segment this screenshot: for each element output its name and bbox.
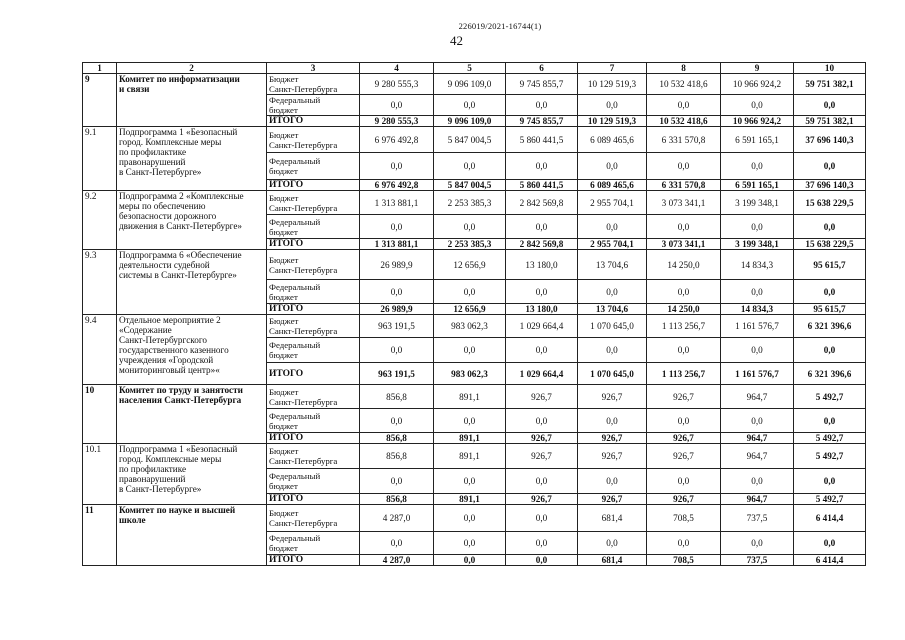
value-cell: 10 966 924,2 bbox=[721, 74, 794, 95]
header-cell: 2 bbox=[117, 63, 267, 74]
funding-source: Бюджет Санкт-Петербурга bbox=[267, 444, 360, 469]
value-cell: 9 096 109,0 bbox=[434, 116, 506, 127]
value-cell: 926,7 bbox=[506, 494, 578, 505]
value-cell: 0,0 bbox=[578, 153, 647, 180]
value-cell: 0,0 bbox=[506, 555, 578, 566]
table-row bbox=[83, 127, 866, 153]
value-cell: 3 199 348,1 bbox=[721, 191, 794, 215]
table-row bbox=[83, 444, 866, 469]
program-name: Подпрограмма 6 «Обеспечение деятельности судебной системы в Санкт-Петербурге» bbox=[117, 250, 267, 315]
value-cell: 681,4 bbox=[578, 505, 647, 532]
row-index: 11 bbox=[83, 505, 117, 566]
value-cell: 0,0 bbox=[506, 95, 578, 116]
total-value-cell: 37 696 140,3 bbox=[794, 180, 866, 191]
value-cell: 0,0 bbox=[721, 338, 794, 363]
value-cell: 0,0 bbox=[647, 215, 721, 239]
value-cell: 0,0 bbox=[721, 409, 794, 433]
value-cell: 0,0 bbox=[360, 532, 434, 555]
value-cell: 9 280 555,3 bbox=[360, 116, 434, 127]
funding-source: Бюджет Санкт-Петербурга bbox=[267, 315, 360, 338]
value-cell: 26 989,9 bbox=[360, 304, 434, 315]
value-cell: 13 704,6 bbox=[578, 250, 647, 280]
value-cell: 0,0 bbox=[721, 532, 794, 555]
funding-source: Бюджет Санкт-Петербурга bbox=[267, 385, 360, 409]
value-cell: 6 976 492,8 bbox=[360, 127, 434, 153]
value-cell: 1 029 664,4 bbox=[506, 363, 578, 385]
value-cell: 856,8 bbox=[360, 385, 434, 409]
value-cell: 0,0 bbox=[434, 505, 506, 532]
value-cell: 926,7 bbox=[647, 385, 721, 409]
value-cell: 5 847 004,5 bbox=[434, 127, 506, 153]
funding-source: Федеральный бюджет bbox=[267, 153, 360, 180]
value-cell: 12 656,9 bbox=[434, 304, 506, 315]
program-name: Подпрограмма 1 «Безопасный город. Комплексные меры по профилактике правонарушений в Санкт-Петербурге» bbox=[117, 444, 267, 505]
funding-source: Федеральный бюджет bbox=[267, 280, 360, 304]
total-value-cell: 95 615,7 bbox=[794, 250, 866, 280]
value-cell: 0,0 bbox=[506, 505, 578, 532]
value-cell: 891,1 bbox=[434, 444, 506, 469]
header-cell: 3 bbox=[267, 63, 360, 74]
value-cell: 983 062,3 bbox=[434, 363, 506, 385]
funding-source: Федеральный бюджет bbox=[267, 532, 360, 555]
funding-source: Федеральный бюджет bbox=[267, 95, 360, 116]
total-value-cell: 15 638 229,5 bbox=[794, 191, 866, 215]
value-cell: 1 161 576,7 bbox=[721, 363, 794, 385]
value-cell: 6 591 165,1 bbox=[721, 180, 794, 191]
value-cell: 13 704,6 bbox=[578, 304, 647, 315]
value-cell: 0,0 bbox=[434, 532, 506, 555]
total-value-cell: 5 492,7 bbox=[794, 433, 866, 444]
total-value-cell: 6 321 396,6 bbox=[794, 315, 866, 338]
value-cell: 0,0 bbox=[721, 95, 794, 116]
table-row bbox=[83, 315, 866, 338]
value-cell: 0,0 bbox=[721, 469, 794, 494]
value-cell: 0,0 bbox=[360, 338, 434, 363]
value-cell: 926,7 bbox=[506, 385, 578, 409]
value-cell: 0,0 bbox=[578, 95, 647, 116]
total-value-cell: 0,0 bbox=[794, 95, 866, 116]
value-cell: 926,7 bbox=[647, 433, 721, 444]
value-cell: 964,7 bbox=[721, 494, 794, 505]
value-cell: 708,5 bbox=[647, 505, 721, 532]
value-cell: 10 532 418,6 bbox=[647, 74, 721, 95]
value-cell: 9 280 555,3 bbox=[360, 74, 434, 95]
value-cell: 14 250,0 bbox=[647, 250, 721, 280]
funding-source: Бюджет Санкт-Петербурга bbox=[267, 74, 360, 95]
funding-source: Федеральный бюджет bbox=[267, 409, 360, 433]
value-cell: 926,7 bbox=[578, 494, 647, 505]
row-index: 9.3 bbox=[83, 250, 117, 315]
value-cell: 6 591 165,1 bbox=[721, 127, 794, 153]
budget-table bbox=[82, 62, 866, 566]
value-cell: 2 842 569,8 bbox=[506, 239, 578, 250]
total-value-cell: 59 751 382,1 bbox=[794, 74, 866, 95]
total-value-cell: 6 414,4 bbox=[794, 555, 866, 566]
value-cell: 856,8 bbox=[360, 444, 434, 469]
value-cell: 926,7 bbox=[506, 433, 578, 444]
table-row bbox=[83, 250, 866, 280]
value-cell: 0,0 bbox=[434, 409, 506, 433]
total-label: ИТОГО bbox=[267, 433, 360, 444]
header-cell: 10 bbox=[794, 63, 866, 74]
value-cell: 891,1 bbox=[434, 385, 506, 409]
funding-source: Федеральный бюджет bbox=[267, 215, 360, 239]
value-cell: 2 955 704,1 bbox=[578, 191, 647, 215]
value-cell: 926,7 bbox=[506, 444, 578, 469]
value-cell: 6 976 492,8 bbox=[360, 180, 434, 191]
total-value-cell: 95 615,7 bbox=[794, 304, 866, 315]
value-cell: 0,0 bbox=[647, 153, 721, 180]
value-cell: 2 955 704,1 bbox=[578, 239, 647, 250]
total-label: ИТОГО bbox=[267, 116, 360, 127]
value-cell: 0,0 bbox=[506, 469, 578, 494]
value-cell: 0,0 bbox=[360, 409, 434, 433]
value-cell: 13 180,0 bbox=[506, 304, 578, 315]
value-cell: 10 129 519,3 bbox=[578, 74, 647, 95]
total-label: ИТОГО bbox=[267, 180, 360, 191]
value-cell: 983 062,3 bbox=[434, 315, 506, 338]
value-cell: 10 129 519,3 bbox=[578, 116, 647, 127]
total-value-cell: 0,0 bbox=[794, 280, 866, 304]
value-cell: 14 834,3 bbox=[721, 250, 794, 280]
value-cell: 1 070 645,0 bbox=[578, 315, 647, 338]
row-index: 10.1 bbox=[83, 444, 117, 505]
value-cell: 6 331 570,8 bbox=[647, 180, 721, 191]
program-name: Подпрограмма 2 «Комплексные меры по обеспечению безопасности дорожного движения в Санкт-Петербурге» bbox=[117, 191, 267, 250]
funding-source: Бюджет Санкт-Петербурга bbox=[267, 505, 360, 532]
value-cell: 0,0 bbox=[434, 153, 506, 180]
value-cell: 9 096 109,0 bbox=[434, 74, 506, 95]
value-cell: 737,5 bbox=[721, 505, 794, 532]
value-cell: 0,0 bbox=[434, 555, 506, 566]
value-cell: 1 313 881,1 bbox=[360, 191, 434, 215]
total-value-cell: 6 414,4 bbox=[794, 505, 866, 532]
value-cell: 0,0 bbox=[506, 215, 578, 239]
value-cell: 2 253 385,3 bbox=[434, 191, 506, 215]
value-cell: 926,7 bbox=[578, 444, 647, 469]
value-cell: 0,0 bbox=[647, 469, 721, 494]
value-cell: 963 191,5 bbox=[360, 363, 434, 385]
page-number: 42 bbox=[450, 33, 463, 48]
value-cell: 0,0 bbox=[647, 280, 721, 304]
value-cell: 926,7 bbox=[578, 385, 647, 409]
header-cell: 7 bbox=[578, 63, 647, 74]
total-label: ИТОГО bbox=[267, 304, 360, 315]
value-cell: 0,0 bbox=[360, 469, 434, 494]
row-index: 9.4 bbox=[83, 315, 117, 385]
value-cell: 0,0 bbox=[647, 95, 721, 116]
value-cell: 26 989,9 bbox=[360, 250, 434, 280]
value-cell: 5 860 441,5 bbox=[506, 127, 578, 153]
table-row bbox=[83, 385, 866, 409]
value-cell: 1 161 576,7 bbox=[721, 315, 794, 338]
value-cell: 4 287,0 bbox=[360, 505, 434, 532]
header-cell: 4 bbox=[360, 63, 434, 74]
row-index: 9.2 bbox=[83, 191, 117, 250]
total-value-cell: 0,0 bbox=[794, 409, 866, 433]
value-cell: 4 287,0 bbox=[360, 555, 434, 566]
program-name: Комитет по информатизации и связи bbox=[117, 74, 267, 127]
total-label: ИТОГО bbox=[267, 239, 360, 250]
value-cell: 0,0 bbox=[506, 409, 578, 433]
value-cell: 891,1 bbox=[434, 494, 506, 505]
value-cell: 5 860 441,5 bbox=[506, 180, 578, 191]
value-cell: 963 191,5 bbox=[360, 315, 434, 338]
total-label: ИТОГО bbox=[267, 363, 360, 385]
value-cell: 1 070 645,0 bbox=[578, 363, 647, 385]
total-label: ИТОГО bbox=[267, 555, 360, 566]
value-cell: 0,0 bbox=[506, 280, 578, 304]
total-value-cell: 0,0 bbox=[794, 469, 866, 494]
value-cell: 0,0 bbox=[647, 532, 721, 555]
table-row bbox=[83, 74, 866, 95]
value-cell: 3 073 341,1 bbox=[647, 191, 721, 215]
value-cell: 9 745 855,7 bbox=[506, 74, 578, 95]
funding-source: Федеральный бюджет bbox=[267, 338, 360, 363]
value-cell: 737,5 bbox=[721, 555, 794, 566]
value-cell: 10 966 924,2 bbox=[721, 116, 794, 127]
table-row bbox=[83, 191, 866, 215]
document-number: 226019/2021-16744(1) bbox=[458, 21, 542, 31]
value-cell: 891,1 bbox=[434, 433, 506, 444]
value-cell: 0,0 bbox=[578, 469, 647, 494]
total-value-cell: 0,0 bbox=[794, 338, 866, 363]
value-cell: 681,4 bbox=[578, 555, 647, 566]
row-index: 9.1 bbox=[83, 127, 117, 191]
value-cell: 13 180,0 bbox=[506, 250, 578, 280]
value-cell: 964,7 bbox=[721, 433, 794, 444]
value-cell: 0,0 bbox=[434, 338, 506, 363]
header-cell: 5 bbox=[434, 63, 506, 74]
value-cell: 1 113 256,7 bbox=[647, 363, 721, 385]
header-row bbox=[83, 63, 866, 74]
value-cell: 0,0 bbox=[360, 95, 434, 116]
value-cell: 0,0 bbox=[578, 338, 647, 363]
value-cell: 926,7 bbox=[647, 494, 721, 505]
total-value-cell: 0,0 bbox=[794, 532, 866, 555]
value-cell: 0,0 bbox=[578, 280, 647, 304]
value-cell: 0,0 bbox=[360, 280, 434, 304]
value-cell: 926,7 bbox=[578, 433, 647, 444]
value-cell: 0,0 bbox=[578, 409, 647, 433]
header-cell: 8 bbox=[647, 63, 721, 74]
value-cell: 964,7 bbox=[721, 385, 794, 409]
total-value-cell: 0,0 bbox=[794, 215, 866, 239]
value-cell: 1 029 664,4 bbox=[506, 315, 578, 338]
value-cell: 6 331 570,8 bbox=[647, 127, 721, 153]
value-cell: 2 253 385,3 bbox=[434, 239, 506, 250]
value-cell: 0,0 bbox=[434, 95, 506, 116]
value-cell: 0,0 bbox=[721, 215, 794, 239]
funding-source: Бюджет Санкт-Петербурга bbox=[267, 191, 360, 215]
value-cell: 6 089 465,6 bbox=[578, 180, 647, 191]
value-cell: 0,0 bbox=[721, 280, 794, 304]
value-cell: 3 199 348,1 bbox=[721, 239, 794, 250]
total-label: ИТОГО bbox=[267, 494, 360, 505]
value-cell: 0,0 bbox=[721, 153, 794, 180]
program-name: Комитет по науке и высшей школе bbox=[117, 505, 267, 566]
value-cell: 6 089 465,6 bbox=[578, 127, 647, 153]
value-cell: 0,0 bbox=[434, 215, 506, 239]
funding-source: Бюджет Санкт-Петербурга bbox=[267, 250, 360, 280]
program-name: Подпрограмма 1 «Безопасный город. Комплексные меры по профилактике правонарушений в Санкт-Петербурге» bbox=[117, 127, 267, 191]
budget-table-body bbox=[83, 63, 866, 566]
value-cell: 12 656,9 bbox=[434, 250, 506, 280]
value-cell: 0,0 bbox=[360, 215, 434, 239]
table-row bbox=[83, 505, 866, 532]
header-cell: 9 bbox=[721, 63, 794, 74]
total-value-cell: 6 321 396,6 bbox=[794, 363, 866, 385]
header-cell: 6 bbox=[506, 63, 578, 74]
value-cell: 3 073 341,1 bbox=[647, 239, 721, 250]
value-cell: 2 842 569,8 bbox=[506, 191, 578, 215]
value-cell: 856,8 bbox=[360, 494, 434, 505]
row-index: 9 bbox=[83, 74, 117, 127]
total-value-cell: 5 492,7 bbox=[794, 385, 866, 409]
value-cell: 5 847 004,5 bbox=[434, 180, 506, 191]
row-index: 10 bbox=[83, 385, 117, 444]
value-cell: 926,7 bbox=[647, 444, 721, 469]
value-cell: 10 532 418,6 bbox=[647, 116, 721, 127]
value-cell: 964,7 bbox=[721, 444, 794, 469]
total-value-cell: 37 696 140,3 bbox=[794, 127, 866, 153]
funding-source: Федеральный бюджет bbox=[267, 469, 360, 494]
value-cell: 9 745 855,7 bbox=[506, 116, 578, 127]
value-cell: 0,0 bbox=[434, 469, 506, 494]
value-cell: 0,0 bbox=[506, 532, 578, 555]
value-cell: 0,0 bbox=[506, 338, 578, 363]
total-value-cell: 5 492,7 bbox=[794, 444, 866, 469]
funding-source: Бюджет Санкт-Петербурга bbox=[267, 127, 360, 153]
value-cell: 708,5 bbox=[647, 555, 721, 566]
value-cell: 1 313 881,1 bbox=[360, 239, 434, 250]
value-cell: 0,0 bbox=[578, 215, 647, 239]
value-cell: 14 834,3 bbox=[721, 304, 794, 315]
value-cell: 1 113 256,7 bbox=[647, 315, 721, 338]
header-cell: 1 bbox=[83, 63, 117, 74]
value-cell: 0,0 bbox=[434, 280, 506, 304]
total-value-cell: 5 492,7 bbox=[794, 494, 866, 505]
program-name: Комитет по труду и занятости населения Санкт-Петербурга bbox=[117, 385, 267, 444]
value-cell: 0,0 bbox=[360, 153, 434, 180]
value-cell: 14 250,0 bbox=[647, 304, 721, 315]
total-value-cell: 15 638 229,5 bbox=[794, 239, 866, 250]
total-value-cell: 59 751 382,1 bbox=[794, 116, 866, 127]
value-cell: 0,0 bbox=[647, 338, 721, 363]
value-cell: 856,8 bbox=[360, 433, 434, 444]
value-cell: 0,0 bbox=[647, 409, 721, 433]
value-cell: 0,0 bbox=[578, 532, 647, 555]
total-value-cell: 0,0 bbox=[794, 153, 866, 180]
value-cell: 0,0 bbox=[506, 153, 578, 180]
program-name: Отдельное мероприятие 2 «Содержание Санкт-Петербургского государственного казенного учреждения «Городской мониторинговый центр»« bbox=[117, 315, 267, 385]
